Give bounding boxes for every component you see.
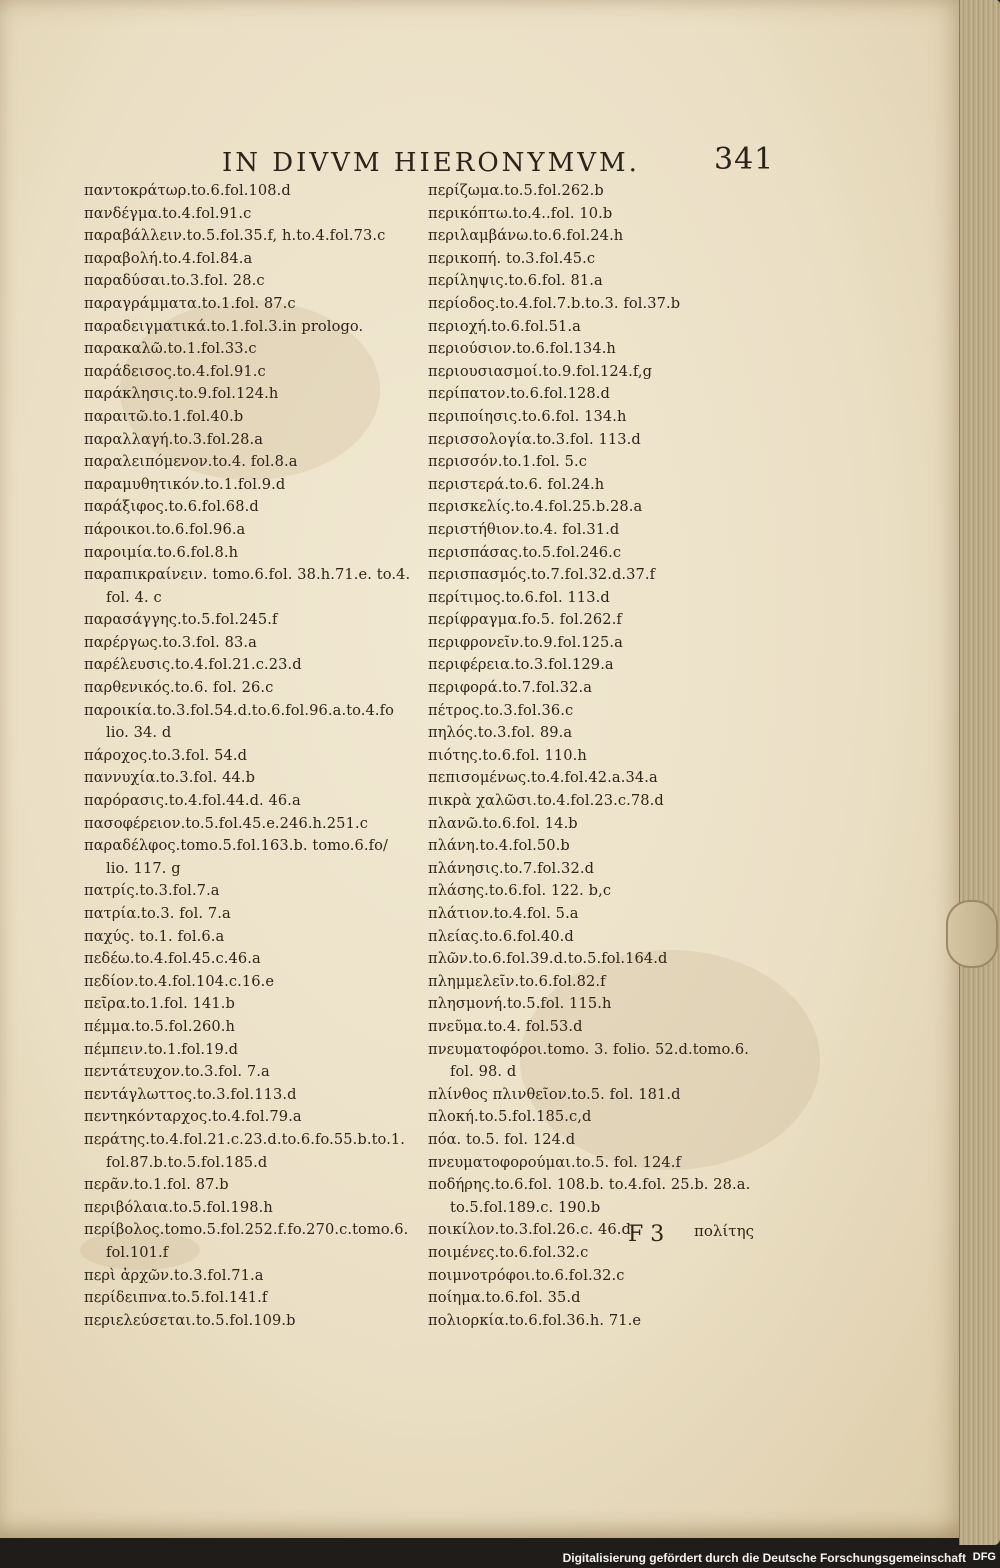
index-entry bbox=[84, 1039, 414, 1062]
index-entry-text: περιελεύσεται.to.5.fol.109.b bbox=[84, 1311, 296, 1329]
index-entry bbox=[428, 587, 758, 610]
index-entry bbox=[428, 1242, 758, 1265]
index-entry-text: περίζωμα.to.5.fol.262.b bbox=[428, 182, 604, 199]
index-entry-text: πλοκή.to.5.fol.185.c,d bbox=[428, 1108, 592, 1126]
index-entry bbox=[428, 677, 758, 700]
index-entry bbox=[428, 1039, 758, 1084]
dfg-logo: DFG bbox=[972, 1551, 996, 1563]
index-entry-text: περιβόλαια.to.5.fol.198.h bbox=[84, 1198, 273, 1216]
index-entry bbox=[84, 225, 414, 248]
index-entry-text: περιφορά.to.7.fol.32.a bbox=[428, 679, 593, 697]
index-entry-text: παχύς. to.1. fol.6.a bbox=[84, 927, 225, 945]
index-entry-text: πηλός.to.3.fol. 89.a bbox=[428, 724, 573, 742]
index-entry-text: παραδειγματικά.to.1.fol.3.in prologo. bbox=[84, 317, 364, 335]
index-entry bbox=[428, 971, 758, 994]
index-entry bbox=[84, 451, 414, 474]
index-entry bbox=[84, 338, 414, 361]
index-entry-text: περάτης.to.4.fol.21.c.23.d.to.6.fo.55.b.to.1. bbox=[84, 1130, 406, 1148]
index-entry bbox=[84, 1265, 414, 1288]
index-entry-text: περισπάσας.to.5.fol.246.c bbox=[428, 543, 622, 561]
index-entry-text: περιουσιασμοί.to.9.fol.124.f,g bbox=[428, 362, 653, 380]
index-entry-continuation: fol.87.b.to.5.fol.185.d bbox=[106, 1153, 268, 1171]
index-entry-text: περίφραγμα.fo.5. fol.262.f bbox=[428, 611, 622, 629]
index-entry-text: παραιτῶ.to.1.fol.40.b bbox=[84, 407, 244, 425]
index-entry-text: παραβάλλειν.to.5.fol.35.f, h.to.4.fol.73.c bbox=[84, 227, 386, 245]
index-entry-text: παρόρασις.to.4.fol.44.d. 46.a bbox=[84, 792, 301, 810]
index-entry bbox=[428, 700, 758, 723]
index-entry-text: πνευματοφορούμαι.to.5. fol. 124.f bbox=[428, 1153, 681, 1171]
index-entry-text: περιφρονεῖν.to.9.fol.125.a bbox=[428, 633, 623, 651]
index-entry bbox=[428, 745, 758, 768]
index-entry-text: περισσολογία.to.3.fol. 113.d bbox=[428, 430, 641, 448]
index-entry-text: πέμμα.to.5.fol.260.h bbox=[84, 1017, 235, 1035]
index-entry-text: πατρίς.to.3.fol.7.a bbox=[84, 882, 220, 900]
index-entry-text: περίπατον.to.6.fol.128.d bbox=[428, 385, 610, 403]
index-entry bbox=[84, 948, 414, 971]
index-entry-text: παράδεισος.to.4.fol.91.c bbox=[84, 362, 266, 380]
index-entry-text: πλίνθος πλινθεῖον.to.5. fol. 181.d bbox=[428, 1085, 681, 1103]
index-entry bbox=[84, 203, 414, 226]
index-entry-text: περιούσιον.to.6.fol.134.h bbox=[428, 340, 616, 358]
index-entry bbox=[84, 835, 414, 880]
index-entry-text: περιστήθιον.to.4. fol.31.d bbox=[428, 520, 620, 538]
index-entry bbox=[84, 813, 414, 836]
digitization-credit: Digitalisierung gefördert durch die Deutsche Forschungsgemeinschaft bbox=[562, 1551, 966, 1565]
index-entry bbox=[84, 609, 414, 632]
index-entry-text: παρέλευσις.to.4.fol.21.c.23.d bbox=[84, 656, 302, 674]
index-entry bbox=[428, 722, 758, 745]
index-entry bbox=[428, 1310, 758, 1333]
index-entry-text: παραδύσαι.to.3.fol. 28.c bbox=[84, 272, 265, 290]
index-entry bbox=[428, 338, 758, 361]
index-entry-text: πεντάτευχον.to.3.fol. 7.a bbox=[84, 1063, 270, 1081]
index-entry bbox=[428, 790, 758, 813]
index-entry-continuation: lio. 117. g bbox=[106, 859, 181, 877]
page-fore-edge bbox=[959, 0, 1000, 1545]
index-entry-text: ποιμένες.to.6.fol.32.c bbox=[428, 1243, 589, 1261]
index-entry-text: παραγράμματα.to.1.fol. 87.c bbox=[84, 294, 296, 312]
index-entry bbox=[428, 926, 758, 949]
index-entry bbox=[84, 926, 414, 949]
index-entry bbox=[84, 700, 414, 745]
index-entry-text: παράκλησις.to.9.fol.124.h bbox=[84, 385, 279, 403]
index-entry bbox=[84, 1061, 414, 1084]
index-entry-text: πάροικοι.to.6.fol.96.a bbox=[84, 520, 246, 538]
index-entry-text: πλάτιον.to.4.fol. 5.a bbox=[428, 905, 579, 922]
index-entry-text: παρέργως.to.3.fol. 83.a bbox=[84, 633, 257, 651]
index-entry bbox=[84, 1016, 414, 1039]
index-entry bbox=[84, 270, 414, 293]
index-entry bbox=[428, 406, 758, 429]
index-entry-text: ποικίλον.to.3.fol.26.c. 46.d bbox=[428, 1221, 631, 1239]
index-entry-text: πασοφέρειον.to.5.fol.45.e.246.h.251.c bbox=[84, 814, 368, 832]
index-entry-text: πεντηκόνταρχος.to.4.fol.79.a bbox=[84, 1108, 302, 1126]
index-entry-text: παρακαλῶ.to.1.fol.33.c bbox=[84, 340, 257, 358]
index-entry-text: περιοχή.to.6.fol.51.a bbox=[428, 317, 581, 335]
index-entry-text: πλανῶ.to.6.fol. 14.b bbox=[428, 814, 578, 832]
index-entry bbox=[428, 767, 758, 790]
index-entry-text: πνευματοφόροι.tomo. 3. folio. 52.d.tomo.6. bbox=[428, 1040, 749, 1058]
index-entry-text: περιφέρεια.to.3.fol.129.a bbox=[428, 656, 614, 674]
index-entry-text: πλῶν.to.6.fol.39.d.to.5.fol.164.d bbox=[428, 950, 668, 968]
index-entry-text: πλάνη.to.4.fol.50.b bbox=[428, 837, 570, 855]
index-entry-continuation: fol. 4. c bbox=[106, 588, 162, 606]
index-entry bbox=[84, 1084, 414, 1107]
index-entry-text: πικρὰ χαλῶσι.to.4.fol.23.c.78.d bbox=[428, 792, 664, 810]
index-entry bbox=[84, 316, 414, 339]
index-entry-text: πεδίον.to.4.fol.104.c.16.e bbox=[84, 972, 275, 990]
index-entry bbox=[84, 1106, 414, 1129]
index-entry bbox=[428, 632, 758, 655]
index-entry-text: περίδειπνα.to.5.fol.141.f bbox=[84, 1289, 268, 1307]
index-entry bbox=[84, 993, 414, 1016]
index-entry bbox=[428, 1287, 758, 1310]
index-entry bbox=[428, 248, 758, 271]
index-entry-text: παράξιφος.to.6.fol.68.d bbox=[84, 498, 259, 516]
index-entry bbox=[428, 1174, 758, 1219]
index-entry bbox=[428, 429, 758, 452]
index-entry bbox=[428, 1265, 758, 1288]
index-entry bbox=[84, 361, 414, 384]
index-entry bbox=[428, 609, 758, 632]
index-entry bbox=[428, 903, 758, 926]
index-entry-text: περιλαμβάνω.to.6.fol.24.h bbox=[428, 227, 624, 245]
index-entry bbox=[84, 293, 414, 316]
index-entry-text: πλάσης.to.6.fol. 122. b,c bbox=[428, 882, 612, 900]
index-entry bbox=[428, 451, 758, 474]
index-entry bbox=[84, 767, 414, 790]
index-entry bbox=[84, 903, 414, 926]
index-entry bbox=[428, 835, 758, 858]
index-entry-text: παραβολή.to.4.fol.84.a bbox=[84, 249, 253, 267]
index-entry-text: πεῖρα.to.1.fol. 141.b bbox=[84, 995, 235, 1013]
index-entry-continuation: fol. 98. d bbox=[450, 1063, 517, 1081]
index-entry bbox=[84, 1174, 414, 1197]
index-entry bbox=[428, 948, 758, 971]
index-entry-text: πολιορκία.to.6.fol.36.h. 71.e bbox=[428, 1311, 642, 1329]
index-entry-text: περικόπτω.to.4..fol. 10.b bbox=[428, 204, 613, 222]
signature-mark: F 3 bbox=[628, 1222, 665, 1247]
index-entry-text: περίοδος.to.4.fol.7.b.to.3. fol.37.b bbox=[428, 294, 681, 312]
index-entry-text: περᾶν.to.1.fol. 87.b bbox=[84, 1176, 229, 1194]
index-entry-text: περισπασμός.to.7.fol.32.d.37.f bbox=[428, 566, 656, 584]
index-entry-text: περικοπή. to.3.fol.45.c bbox=[428, 249, 596, 267]
index-entry-text: ποδήρης.to.6.fol. 108.b. to.4.fol. 25.b. 28.a. bbox=[428, 1176, 751, 1194]
index-entry bbox=[428, 858, 758, 881]
index-entry-text: περισσόν.to.1.fol. 5.c bbox=[428, 453, 588, 471]
index-entry bbox=[84, 880, 414, 903]
index-entry-text: περισκελίς.to.4.fol.25.b.28.a bbox=[428, 498, 643, 516]
index-entry-text: περὶ ἀρχῶν.to.3.fol.71.a bbox=[84, 1266, 264, 1284]
index-entry-continuation: fol.101.f bbox=[106, 1243, 169, 1261]
index-entry bbox=[84, 1219, 414, 1264]
index-entry-text: πέμπειν.to.1.fol.19.d bbox=[84, 1040, 239, 1058]
index-entry bbox=[428, 564, 758, 587]
index-entry bbox=[428, 1106, 758, 1129]
index-entry bbox=[84, 519, 414, 542]
catchword: πολίτης bbox=[694, 1222, 754, 1240]
index-entry bbox=[428, 813, 758, 836]
index-entry bbox=[428, 542, 758, 565]
index-entry bbox=[84, 1197, 414, 1220]
index-entry-text: ποιμνοτρόφοι.to.6.fol.32.c bbox=[428, 1266, 625, 1284]
index-entry-text: πιότης.to.6.fol. 110.h bbox=[428, 746, 587, 764]
index-entry bbox=[428, 993, 758, 1016]
index-entry bbox=[428, 270, 758, 293]
index-entry-text: πλησμονή.to.5.fol. 115.h bbox=[428, 995, 612, 1013]
index-entry bbox=[428, 316, 758, 339]
index-entry-text: παραλειπόμενον.to.4. fol.8.a bbox=[84, 453, 298, 471]
index-entry-text: παρθενικός.to.6. fol. 26.c bbox=[84, 679, 274, 697]
index-entry bbox=[428, 1152, 758, 1175]
index-entry bbox=[428, 1129, 758, 1152]
index-entry bbox=[428, 361, 758, 384]
index-entry-text: παραπικραίνειν. tomo.6.fol. 38.h.71.e. to.4. bbox=[84, 566, 411, 584]
index-entry bbox=[428, 880, 758, 903]
index-entry-text: πατρία.to.3. fol. 7.a bbox=[84, 905, 231, 922]
index-entry bbox=[428, 203, 758, 226]
index-entry bbox=[84, 248, 414, 271]
index-column-right bbox=[428, 180, 758, 1332]
index-entry-text: περιποίησις.to.6.fol. 134.h bbox=[428, 407, 627, 425]
index-entry-text: πάροχος.to.3.fol. 54.d bbox=[84, 746, 248, 764]
index-entry-text: παραλλαγή.to.3.fol.28.a bbox=[84, 430, 263, 448]
index-entry bbox=[84, 406, 414, 429]
index-entry-text: παροικία.to.3.fol.54.d.to.6.fol.96.a.to.4.fo bbox=[84, 701, 395, 719]
index-entry-text: παρασάγγης.to.5.fol.245.f bbox=[84, 611, 278, 629]
index-entry-text: περίληψις.to.6.fol. 81.a bbox=[428, 272, 603, 290]
index-entry-text: πεδέω.to.4.fol.45.c.46.a bbox=[84, 950, 261, 968]
index-entry bbox=[84, 745, 414, 768]
running-head: IN DIVVM HIERONYMVM. bbox=[222, 148, 640, 178]
index-entry bbox=[428, 180, 758, 203]
index-entry-text: περίβολος.tomo.5.fol.252.f.fo.270.c.tomo.6. bbox=[84, 1221, 409, 1239]
index-entry-text: περίτιμος.to.6.fol. 113.d bbox=[428, 588, 610, 606]
index-entry bbox=[84, 632, 414, 655]
index-entry-text: παραμυθητικόν.to.1.fol.9.d bbox=[84, 475, 286, 493]
index-entry-text: παροιμία.to.6.fol.8.h bbox=[84, 543, 239, 561]
index-entry bbox=[428, 1084, 758, 1107]
index-entry-text: παντοκράτωρ.to.6.fol.108.d bbox=[84, 182, 291, 199]
index-entry bbox=[428, 1016, 758, 1039]
index-entry-text: πεπισομένως.to.4.fol.42.a.34.a bbox=[428, 769, 658, 787]
index-entry-continuation: lio. 34. d bbox=[106, 724, 172, 742]
index-entry bbox=[84, 1129, 414, 1174]
index-entry-text: πλείας.to.6.fol.40.d bbox=[428, 927, 574, 945]
index-entry bbox=[84, 1310, 414, 1333]
index-entry-text: περιστερά.to.6. fol.24.h bbox=[428, 475, 605, 493]
index-entry bbox=[428, 383, 758, 406]
index-entry bbox=[84, 474, 414, 497]
index-entry-text: πνεῦμα.to.4. fol.53.d bbox=[428, 1017, 583, 1035]
index-entry bbox=[84, 564, 414, 609]
index-entry bbox=[84, 496, 414, 519]
index-entry bbox=[428, 474, 758, 497]
index-entry-continuation: to.5.fol.189.c. 190.b bbox=[450, 1198, 601, 1216]
index-entry bbox=[428, 496, 758, 519]
book-clasp bbox=[946, 900, 998, 968]
index-entry bbox=[428, 654, 758, 677]
index-entry-text: πανδέγμα.to.4.fol.91.c bbox=[84, 204, 252, 222]
index-entry bbox=[84, 677, 414, 700]
index-entry bbox=[84, 1287, 414, 1310]
index-entry bbox=[84, 180, 414, 203]
index-entry-text: πόα. to.5. fol. 124.d bbox=[428, 1130, 576, 1148]
index-entry-text: πέτρος.to.3.fol.36.c bbox=[428, 701, 574, 719]
index-column-left bbox=[84, 180, 414, 1332]
index-entry bbox=[84, 790, 414, 813]
folio-number: 341 bbox=[714, 142, 775, 177]
index-entry-text: πλημμελεῖν.to.6.fol.82.f bbox=[428, 972, 606, 990]
index-entry-text: πεντάγλωττος.to.3.fol.113.d bbox=[84, 1085, 297, 1103]
index-entry bbox=[84, 971, 414, 994]
index-entry bbox=[84, 542, 414, 565]
index-entry bbox=[84, 429, 414, 452]
index-entry-text: ποίημα.to.6.fol. 35.d bbox=[428, 1289, 581, 1307]
index-entry bbox=[84, 383, 414, 406]
index-entry-text: παραδέλφος.tomo.5.fol.163.b. tomo.6.fo/ bbox=[84, 837, 389, 855]
index-entry bbox=[428, 519, 758, 542]
index-entry-text: παννυχία.to.3.fol. 44.b bbox=[84, 769, 256, 787]
index-entry-text: πλάνησις.to.7.fol.32.d bbox=[428, 859, 595, 877]
index-entry bbox=[428, 293, 758, 316]
index-entry bbox=[428, 225, 758, 248]
index-entry bbox=[84, 654, 414, 677]
